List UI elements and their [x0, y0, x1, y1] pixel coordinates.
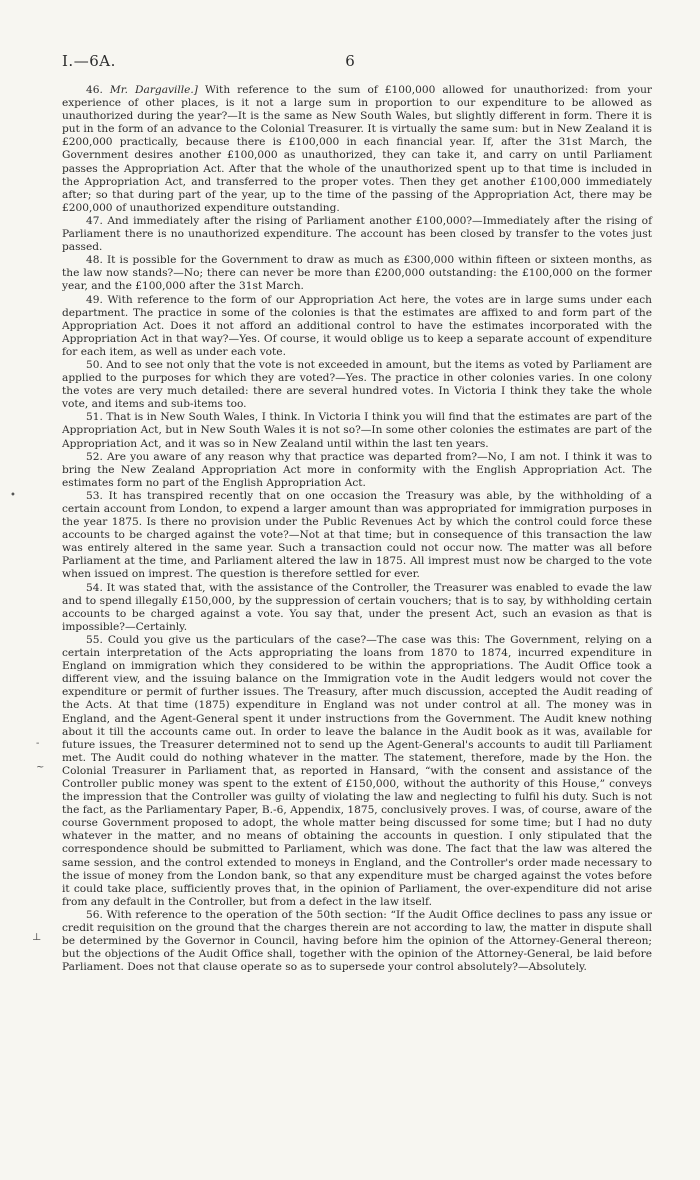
question-number: 47. [86, 214, 103, 227]
question-number: 51. [86, 411, 103, 424]
paragraph-56 [62, 909, 652, 974]
paragraph-text: Are you aware of any reason why that practice was departed from?—No, I am not. I think it was to bring the New Zealand Appropriation Act more in conformity with the English Appropriation Act. The estimates form no part of the English Appropriation Act. [62, 450, 652, 489]
margin-dot: • [10, 490, 16, 501]
paragraph-text: With reference to the operation of the 50th section: “If the Audit Office declines to pass any issue or credit requisition on the ground that the charges therein are not according to law, the matter in dispute shall be determined by the Governor in Council, having before him the opinion of the Attorney-General thereon; but the objections of the Audit Office shall, together with the opinion of the Attorney-General, be laid before Parliament. Does not that clause operate so as to supersede your control absolutely?—Absolutely. [62, 908, 652, 974]
paragraph-text: It was stated that, with the assistance of the Controller, the Treasurer was enabled to evade the law and to spend illegally £150,000, by the suppression of certain vouchers; that is to say, by withholding certain accounts to be charged against a vote. You say that, under the present Act, such an evasion as that is impossible?—Certainly. [62, 581, 652, 633]
paragraph-text: It has transpired recently that on one occasion the Treasury was able, by the withholding of a certain account from London, to expend a larger amount than was appropriated for immigration purposes in the year 1875. Is there no provision under the Public Revenues Act by which the control could force these accounts to be charged against the vote?—Not at that time; but in consequence of this transaction the law was entirely altered in the same year. Such a transaction could not occur now. The matter was all before Parliament at the time, and Parliament altered the law in 1875. All imprest must now be charged to the vote when issued on imprest. The question is therefore settled for ever. [62, 489, 652, 581]
question-number: 53. [86, 489, 103, 502]
paragraph-text: And immediately after the rising of Parliament another £100,000?—Immediately after the rising of Parliament there is no unauthorized expenditure. The account has been closed by transfer to the votes just passed. [62, 214, 652, 254]
document-body [62, 84, 652, 974]
paragraph-text: It is possible for the Government to draw as much as £300,000 within fifteen or sixteen months, as the law now stands?—No; there can never be more than £200,000 outstanding: the £100,000 on the former year, and the £100,000 after the 31st March. [62, 254, 652, 293]
question-number: 56. [86, 908, 103, 921]
paragraph-53 [62, 490, 652, 582]
paragraph-55 [62, 634, 652, 909]
paragraph-51 [62, 411, 652, 450]
paragraph-52 [62, 451, 652, 490]
question-number: 46. [86, 84, 103, 96]
paragraph-54 [62, 582, 652, 634]
question-number: 55. [86, 633, 103, 646]
paragraph-46 [62, 84, 652, 215]
question-number: 49. [86, 293, 103, 306]
question-number: 50. [86, 358, 103, 371]
paragraph-text: With reference to the sum of £100,000 allowed for unauthorized: from your experience of other places, is it not a large sum in proportion to our expenditure to be allowed as unauthorized during the year?—It is the same as New South Wales, but slightly different in form. There it is put in the form of an advance to the Colonial Treasurer. It is virtually the same sum: but in New Zealand it is £200,000 practically, because there is £100,000 in each financial year. If, after the 31st March, the Government desires another £100,000 as unauthorized, they can take it, and carry on until Parliament passes the Appropriation Act. After that the whole of the unauthorized spent up to that time is included in the Appropriation Act, and transferred to the proper votes. Then they get another £100,000 immediately after; so that during part of the year, up to the time of the passing of the Appropriation Act, there may be £200,000 of unauthorized expenditure outstanding. [62, 84, 652, 214]
question-number: 52. [86, 450, 103, 463]
question-number: 54. [86, 581, 103, 594]
paragraph-48 [62, 254, 652, 293]
report-reference: I.—6A. [62, 52, 116, 70]
margin-dash: ~ [36, 762, 45, 773]
paragraph-text: With reference to the form of our Appropriation Act here, the votes are in large sums under each department. The practice in some of the colonies is that the estimates are affixed to and form part of the Appropriation Act. Does it not afford an additional control to have the estimates incorporated with the Appropriation Act in that way?—Yes. Of course, it would oblige us to keep a separate account of expenditure for each item, as well as under each vote. [62, 293, 652, 358]
paragraph-47 [62, 215, 652, 254]
speaker-name: Mr. Dargaville.] [109, 84, 198, 96]
paragraph-text: Could you give us the particulars of the case?—The case was this: The Government, relying on a certain interpretation of the Acts appropriating the loans from 1870 to 1874, incurred expenditure in England on immigration which they considered to be within the appropriations. The Audit Office took a different view, and the issuing balance on the Immigration vote in the Audit ledgers would not cover the expenditure or permit of further issues. The Treasury, after much discussion, accepted the Audit reading of the Acts. At that time (1875) expenditure in England was not under control at all. The money was in England, and the Agent-General spent it under instructions from the Government. The Audit knew nothing about it till the accounts came out. In order to leave the balance in the Audit book as it was, available for future issues, the Treasurer determined not to send up the Agent-General's accounts to audit till Parliament met. The Audit could do nothing whatever in the matter. The statement, therefore, made by the Hon. the Colonial Treasurer in Parliament that, as reported in Hansard, “with the consent and assistance of the Controller public money was spent to the extent of £150,000, without the authority of this House,” conveys the impression that the Controller was guilty of violating the law and neglecting to fulfil his duty. Such is not the fact, as the Parliamentary Paper, B.-6, Appendix, 1875, conclusively proves. I was, of course, aware of the course Government proposed to adopt, the whole matter being discussed for some time; but I had no duty whatever in the matter, and no means of obtaining the accounts in question. I only stipulated that the correspondence should be submitted to Parliament, which was done. The fact that the law was altered the same session, and the control extended to moneys in England, and the Controller's order made necessary to the issue of money from the London bank, so that any expenditure must be charged against the votes before it could take place, sufficiently proves that, in the opinion of Parliament, the over-expenditure did not arise from any default in the Controller, but from a defect in the law itself. [62, 633, 652, 908]
paragraph-text: And to see not only that the vote is not exceeded in amount, but the items as voted by Parliament are applied to the purposes for which they are voted?—Yes. The practice in other colonies varies. In one colony the votes are very much detailed: there are several hundred votes. In Victoria I think they take the whole vote, and items and sub-items too. [62, 358, 652, 411]
paragraph-50 [62, 359, 652, 411]
paragraph-text: That is in New South Wales, I think. In Victoria I think you will find that the estimates are part of the Appropriation Act, but in New South Wales it is not so?—In some other colonies the estimates are part of the Appropriation Act, and it was so in New Zealand until within the last ten years. [62, 411, 652, 450]
page-number: 6 [345, 52, 355, 70]
margin-mark: ⊥ [32, 932, 42, 943]
paragraph-49 [62, 294, 652, 359]
margin-dash: - [36, 738, 40, 749]
question-number: 48. [86, 254, 103, 267]
